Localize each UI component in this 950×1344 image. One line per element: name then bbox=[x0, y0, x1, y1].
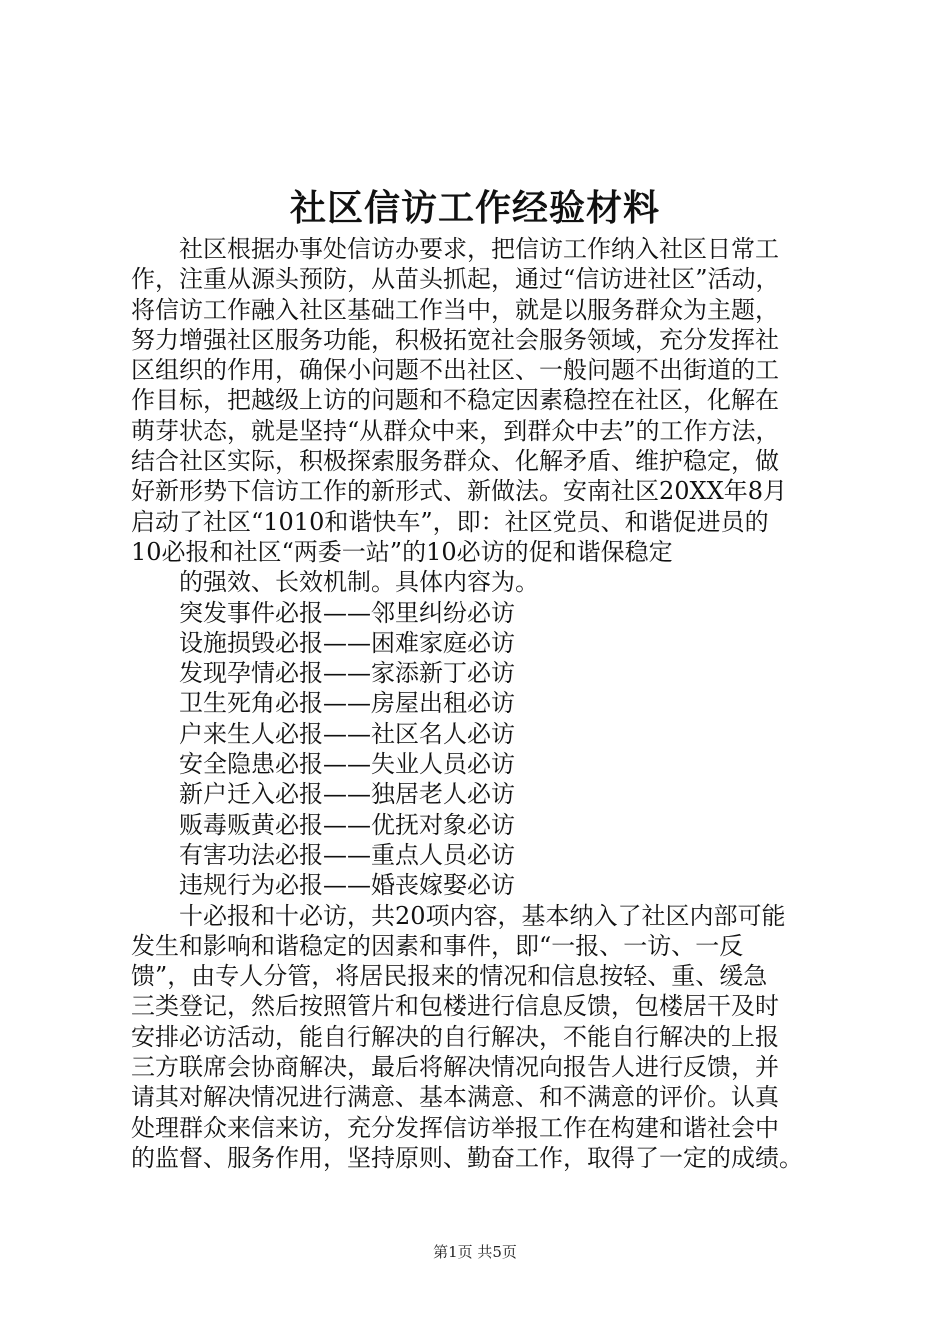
document-title: 社区信访工作经验材料 bbox=[289, 187, 660, 229]
paragraph-line: 处理群众来信来访，充分发挥信访举报工作在构建和谐社会中 bbox=[131, 1113, 779, 1142]
paragraph-line: 好新形势下信访工作的新形式、新做法。安南社区20XX年8月 bbox=[131, 477, 787, 506]
paragraph-line: 的监督、服务作用，坚持原则、勤奋工作，取得了一定的成绩。 bbox=[131, 1143, 803, 1172]
report-visit-item: 卫生死角必报——房屋出租必访 bbox=[179, 689, 515, 718]
paragraph-line: 作目标，把越级上访的问题和不稳定因素稳控在社区，化解在 bbox=[131, 386, 779, 415]
paragraph-line: 请其对解决情况进行满意、基本满意、和不满意的评价。认真 bbox=[131, 1083, 779, 1112]
report-visit-item: 户来生人必报——社区名人必访 bbox=[179, 719, 515, 748]
report-visit-item: 有害功法必报——重点人员必访 bbox=[179, 840, 515, 869]
report-visit-item: 设施损毁必报——困难家庭必访 bbox=[179, 628, 515, 657]
paragraph-line: 努力增强社区服务功能，积极拓宽社会服务领域，充分发挥社 bbox=[131, 325, 779, 354]
paragraph-line: 10必报和社区“两委一站”的10必访的促和谐保稳定 bbox=[131, 537, 673, 566]
paragraph-line: 启动了社区“1010和谐快车”，即：社区党员、和谐促进员的 bbox=[131, 507, 769, 536]
report-visit-item: 贩毒贩黄必报——优抚对象必访 bbox=[179, 810, 515, 839]
paragraph-line: 结合社区实际，积极探索服务群众、化解矛盾、维护稳定，做 bbox=[131, 447, 779, 476]
report-visit-item: 发现孕情必报——家添新丁必访 bbox=[179, 659, 515, 688]
paragraph-line: 三类登记，然后按照管片和包楼进行信息反馈，包楼居干及时 bbox=[131, 992, 779, 1021]
report-visit-item: 新户迁入必报——独居老人必访 bbox=[179, 780, 515, 809]
report-visit-list bbox=[131, 598, 851, 901]
paragraph-line: 作，注重从源头预防，从苗头抓起，通过“信访进社区”活动， bbox=[131, 265, 780, 294]
report-visit-item: 违规行为必报——婚丧嫁娶必访 bbox=[179, 871, 515, 900]
paragraph-line: 十必报和十必访，共20项内容，基本纳入了社区内部可能 bbox=[179, 901, 786, 930]
document-body bbox=[131, 234, 851, 1173]
paragraph-line: 安排必访活动，能自行解决的自行解决，不能自行解决的上报 bbox=[131, 1022, 779, 1051]
paragraph-summary bbox=[131, 901, 851, 1174]
paragraph-line: 发生和影响和谐稳定的因素和事件，即“一报、一访、一反 bbox=[131, 931, 744, 960]
mechanism-line: 的强效、长效机制。具体内容为。 bbox=[179, 568, 539, 597]
paragraph-line: 馈”，由专人分管，将居民报来的情况和信息按轻、重、缓急 bbox=[131, 962, 768, 991]
paragraph-line: 萌芽状态，就是坚持“从群众中来，到群众中去”的工作方法， bbox=[131, 416, 780, 445]
paragraph-intro bbox=[131, 234, 851, 567]
page-number-footer: 第1页 共5页 bbox=[433, 1243, 517, 1261]
paragraph-line: 社区根据办事处信访办要求，把信访工作纳入社区日常工 bbox=[179, 235, 779, 263]
paragraph-line: 三方联席会协商解决，最后将解决情况向报告人进行反馈，并 bbox=[131, 1053, 779, 1082]
paragraph-line: 将信访工作融入社区基础工作当中，就是以服务群众为主题， bbox=[131, 295, 779, 324]
paragraph-line: 区组织的作用，确保小问题不出社区、一般问题不出街道的工 bbox=[131, 356, 779, 385]
report-visit-item: 安全隐患必报——失业人员必访 bbox=[179, 750, 515, 779]
report-visit-item: 突发事件必报——邻里纠纷必访 bbox=[179, 598, 515, 627]
